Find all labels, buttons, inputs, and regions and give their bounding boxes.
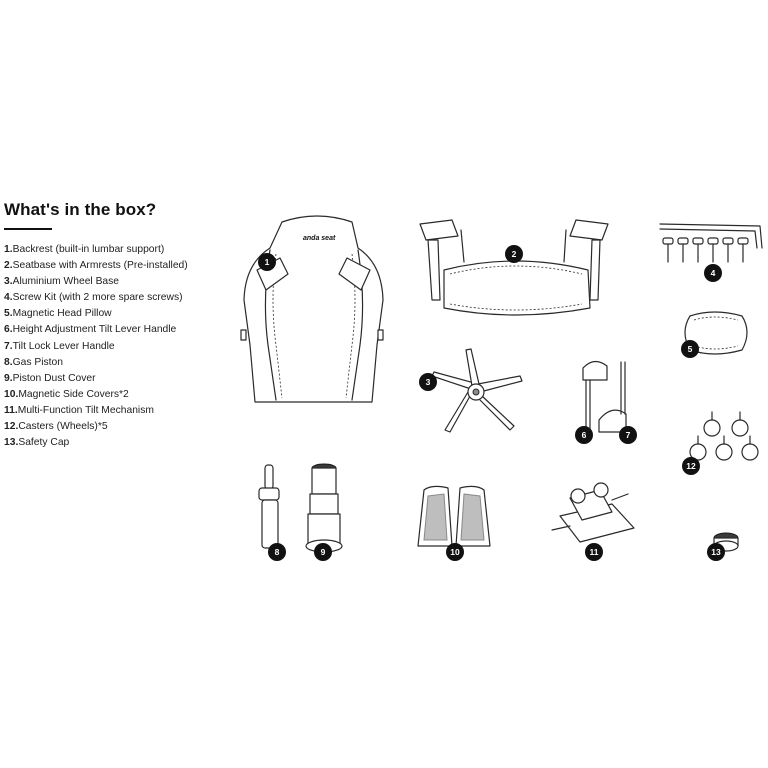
svg-text:3: 3 — [425, 377, 431, 387]
badge-10 — [446, 543, 464, 561]
badge-8 — [268, 543, 286, 561]
part-label: Casters (Wheels)*5 — [18, 421, 108, 433]
tilt-mechanism-drawing — [552, 483, 634, 542]
part-label: Backrest (built-in lumbar support) — [12, 244, 165, 255]
part-label: Screw Kit (with 2 more spare screws) — [12, 292, 183, 304]
part-number: 7. — [4, 340, 13, 352]
part-label: Multi-Function Tilt Mechanism — [17, 404, 154, 416]
badge-13 — [707, 543, 725, 561]
part-number: 11. — [4, 404, 18, 416]
badge-9 — [314, 543, 332, 561]
svg-text:1: 1 — [264, 257, 270, 267]
wheel-base-drawing — [432, 349, 522, 432]
svg-text:11: 11 — [589, 547, 599, 557]
svg-text:6: 6 — [581, 430, 587, 440]
lever-handles-drawing — [583, 361, 626, 432]
svg-text:9: 9 — [320, 547, 326, 557]
brand-logo: anda seat — [303, 235, 336, 242]
backrest-drawing — [241, 216, 383, 402]
badge-6 — [575, 426, 593, 444]
part-number: 8. — [4, 356, 13, 368]
badge-4 — [704, 264, 722, 282]
svg-text:4: 4 — [710, 268, 716, 278]
svg-text:10: 10 — [450, 547, 460, 557]
part-label: Safety Cap — [18, 437, 70, 449]
part-number: 10. — [4, 388, 19, 400]
side-covers-drawing — [418, 486, 490, 546]
screw-kit-drawing — [660, 224, 762, 262]
badge-11 — [585, 543, 603, 561]
badge-7 — [619, 426, 637, 444]
part-number: 5. — [4, 308, 13, 320]
part-number: 6. — [4, 324, 13, 336]
part-label: Tilt Lock Lever Handle — [12, 340, 115, 352]
part-label: Gas Piston — [12, 356, 63, 368]
part-number: 4. — [4, 292, 13, 304]
svg-text:7: 7 — [625, 430, 631, 440]
badge-12 — [682, 457, 700, 475]
part-label: Seatbase with Armrests (Pre-installed) — [12, 260, 188, 272]
badge-3 — [419, 373, 437, 391]
gas-piston-drawing — [259, 465, 279, 548]
badge-5 — [681, 340, 699, 358]
part-number: 2. — [4, 260, 13, 272]
part-label: Piston Dust Cover — [12, 372, 96, 384]
svg-text:8: 8 — [274, 547, 280, 557]
badge-2 — [505, 245, 523, 263]
part-number: 13. — [4, 437, 19, 449]
page-title: What's in the box? — [4, 200, 157, 219]
casters-drawing — [690, 412, 758, 460]
part-label: Magnetic Head Pillow — [12, 308, 112, 320]
seatbase-drawing — [420, 220, 608, 315]
part-label: Aluminium Wheel Base — [12, 276, 120, 288]
svg-text:2: 2 — [511, 249, 517, 259]
part-label: Magnetic Side Covers*2 — [18, 388, 129, 400]
badge-1 — [258, 253, 276, 271]
part-number: 9. — [4, 372, 13, 384]
dust-cover-drawing — [306, 464, 342, 552]
part-label: Height Adjustment Tilt Lever Handle — [12, 324, 177, 336]
part-number: 3. — [4, 276, 13, 288]
svg-text:5: 5 — [687, 344, 693, 354]
part-number: 12. — [4, 421, 19, 433]
svg-text:13: 13 — [711, 547, 721, 557]
svg-text:12: 12 — [686, 461, 696, 471]
part-number: 1. — [4, 244, 13, 255]
